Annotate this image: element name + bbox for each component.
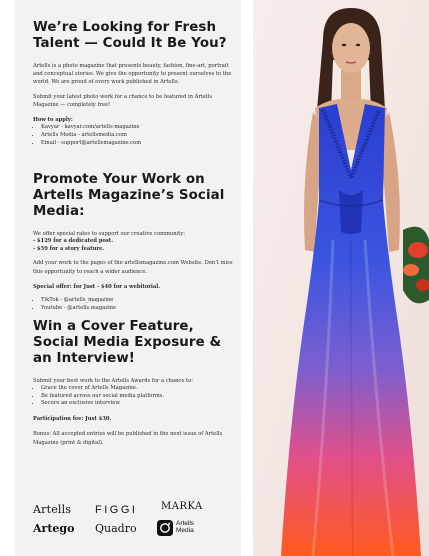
website-paragraph: Add your work to the pages of the artellsmagazine.com Website. Don’t miss this opportunity to reach a wider audience. [33,260,233,275]
logo-artells: Artells [33,503,72,516]
list-item-youtube[interactable]: • Youtube - @artells.magazine [41,305,233,313]
logo-quadro: Quadro [95,522,137,535]
rates-intro: We offer special rates to support our creative community: [33,230,186,237]
social-list [33,297,233,313]
rates-list [33,238,233,254]
special-offer: Special offer: for Just - $40 for a webitorial. [33,283,161,290]
submit-paragraph: Submit your latest photo work for a chance to be featured in Artells Magazine — completely free! [33,93,212,108]
rate-dedicated-post: - $129 for a dedicated post. [33,238,233,246]
awards-intro: Submit your best work to the Artells Awards for a chance to: [33,377,194,384]
award-interview: • Secure an exclusive interview. [41,400,233,408]
list-item-email[interactable]: • Email - support@artellsmagazine.com [41,140,233,148]
text-column [33,20,233,447]
text-panel [15,0,241,556]
logo-artego: Artego [33,522,75,535]
award-cover: • Grace the cover of Artells Magazine. [41,385,233,393]
list-item-tiktok[interactable]: • TikTok - @artells_magazine [41,297,233,305]
partner-logos [33,501,223,541]
rate-story-feature: - $59 for a story feature. [33,246,233,254]
logo-artells-media [157,519,217,537]
awards-list [33,385,233,408]
fashion-photo [253,0,429,556]
list-item-kavyar[interactable]: • Kavyar - kavyar.com/artells-magazine [41,124,233,132]
model-illustration [253,0,429,556]
list-item-artells-media[interactable]: • Artells Media - artellsmedia.com [41,132,233,140]
logo-marka: MARKA [161,501,203,512]
artells-media-line1: Artells [176,520,195,527]
how-to-apply-list [33,124,233,147]
heading-fresh-talent: We’re Looking for Fresh Talent — Could It Be You? [33,20,227,51]
artells-media-line2: Media [176,527,194,534]
participation-fee: Participation fee: Just $30. [33,416,112,423]
bonus-paragraph: Bonus: All accepted entries will be published in the next issue of Artells Magazine (print & digital). [33,431,223,446]
heading-promote: Promote Your Work on Artells Magazine’s Social Media: [33,171,225,219]
intro-paragraph: Artells is a photo magazine that presents beauty, fashion, fine-art, portrait and conceptual stories. We give the opportunity to present ourselves to the world. We are proud of every work published in Artells. [33,63,232,86]
how-to-apply-label: How to apply: [33,117,73,124]
artells-media-icon [157,520,173,536]
logo-figgi: FIGGI [95,504,138,516]
award-social: • Be featured across our social media platforms. [41,393,233,401]
heading-win-cover: Win a Cover Feature, Social Media Exposure & an Interview! [33,318,222,366]
